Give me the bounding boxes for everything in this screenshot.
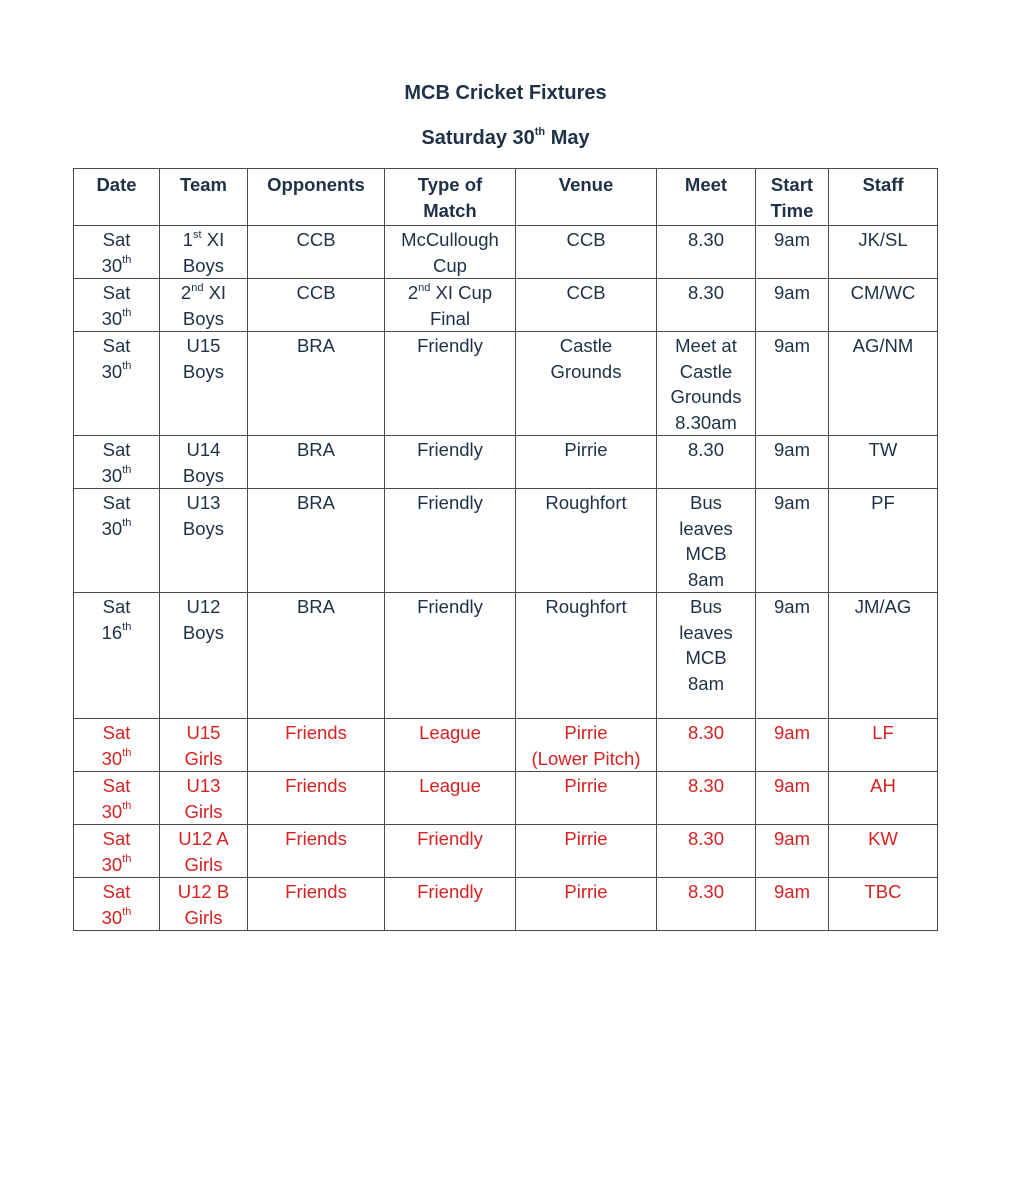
cell-date bbox=[74, 332, 160, 436]
team-name: U12 bbox=[186, 596, 221, 617]
cell-start-time bbox=[756, 719, 829, 772]
date-number: 30 bbox=[101, 360, 123, 382]
cell-staff bbox=[829, 279, 938, 332]
date-ordinal: th bbox=[122, 800, 132, 813]
cell-team bbox=[160, 593, 248, 719]
cell-meet bbox=[657, 825, 756, 878]
date-day: Sat bbox=[102, 282, 131, 303]
staff-text: PF bbox=[871, 492, 895, 513]
meet-line: Bus bbox=[690, 492, 722, 513]
header-opponents bbox=[248, 169, 385, 226]
date-number: 30 bbox=[101, 517, 123, 539]
cell-venue bbox=[516, 825, 657, 878]
meet-line: 8.30 bbox=[687, 282, 724, 303]
date-number: 30 bbox=[101, 307, 123, 329]
header-row bbox=[74, 169, 938, 226]
date-number: 30 bbox=[101, 853, 123, 875]
meet-line: 8.30 bbox=[687, 722, 724, 743]
team-group: Boys bbox=[182, 464, 225, 486]
team-group: Girls bbox=[184, 800, 223, 822]
venue-line: CCB bbox=[566, 229, 606, 250]
date-ordinal: th bbox=[122, 307, 132, 320]
date-ordinal: th bbox=[122, 517, 132, 530]
start-time-text: 9am bbox=[774, 282, 810, 303]
header-start-time bbox=[756, 169, 829, 226]
match-type-text: Friendly bbox=[417, 596, 483, 617]
venue-line: Castle bbox=[559, 335, 613, 356]
match-type-text: Friendly bbox=[417, 828, 483, 849]
opponents-text: Friends bbox=[285, 881, 347, 902]
cell-meet bbox=[657, 279, 756, 332]
start-time-text: 9am bbox=[774, 335, 810, 356]
cell-start-time bbox=[756, 878, 829, 931]
fixture-row bbox=[74, 279, 938, 332]
opponents-text: Friends bbox=[285, 828, 347, 849]
cell-meet bbox=[657, 436, 756, 489]
start-time-text: 9am bbox=[774, 722, 810, 743]
venue-line: Pirrie bbox=[564, 439, 608, 460]
cell-start-time bbox=[756, 332, 829, 436]
date-number: 30 bbox=[101, 906, 123, 928]
team-group: Boys bbox=[182, 254, 225, 276]
cell-staff bbox=[829, 489, 938, 593]
cell-venue bbox=[516, 279, 657, 332]
cell-opponents bbox=[248, 593, 385, 719]
cell-venue bbox=[516, 226, 657, 279]
cell-venue bbox=[516, 878, 657, 931]
cell-start-time bbox=[756, 436, 829, 489]
date-ordinal: th bbox=[122, 747, 132, 760]
cell-staff bbox=[829, 878, 938, 931]
header-meet-label: Meet bbox=[684, 174, 728, 195]
cell-staff bbox=[829, 719, 938, 772]
opponents-text: BRA bbox=[296, 335, 336, 356]
team-group: Boys bbox=[182, 621, 225, 643]
cell-meet bbox=[657, 878, 756, 931]
opponents-text: CCB bbox=[296, 229, 336, 250]
document-subtitle bbox=[0, 127, 1011, 150]
fixtures-table bbox=[73, 168, 938, 931]
cell-opponents bbox=[248, 825, 385, 878]
cell-start-time bbox=[756, 593, 829, 719]
cell-team bbox=[160, 772, 248, 825]
meet-line: 8.30 bbox=[687, 229, 724, 250]
team-group: Girls bbox=[184, 906, 223, 928]
cell-match-type bbox=[385, 878, 516, 931]
match-type-text: Friendly bbox=[417, 492, 483, 513]
match-type-text: 2 bbox=[407, 282, 419, 303]
match-type-text: Friendly bbox=[417, 881, 483, 902]
cell-meet bbox=[657, 489, 756, 593]
date-ordinal: th bbox=[122, 254, 132, 267]
subtitle-prefix: Saturday 30 bbox=[421, 127, 535, 149]
cell-venue bbox=[516, 772, 657, 825]
meet-line: MCB bbox=[685, 543, 727, 564]
meet-line: MCB bbox=[685, 647, 727, 668]
fixture-row bbox=[74, 332, 938, 436]
cell-team bbox=[160, 719, 248, 772]
match-type-ordinal: nd bbox=[418, 281, 431, 294]
start-time-text: 9am bbox=[774, 828, 810, 849]
meet-line: Grounds bbox=[670, 386, 742, 407]
date-number: 30 bbox=[101, 800, 123, 822]
staff-text: LF bbox=[872, 722, 894, 743]
cell-venue bbox=[516, 719, 657, 772]
cell-opponents bbox=[248, 279, 385, 332]
cell-staff bbox=[829, 825, 938, 878]
team-group: Girls bbox=[184, 747, 223, 769]
meet-line: Bus bbox=[690, 596, 722, 617]
meet-line: 8am bbox=[688, 672, 724, 694]
opponents-text: BRA bbox=[296, 596, 336, 617]
cell-meet bbox=[657, 719, 756, 772]
start-time-text: 9am bbox=[774, 775, 810, 796]
team-ordinal: st bbox=[193, 228, 202, 241]
header-type-label-line1: Type of bbox=[417, 174, 483, 195]
start-time-text: 9am bbox=[774, 881, 810, 902]
cell-team bbox=[160, 878, 248, 931]
cell-match-type bbox=[385, 226, 516, 279]
cell-opponents bbox=[248, 226, 385, 279]
venue-line: (Lower Pitch) bbox=[531, 747, 641, 769]
cell-team bbox=[160, 489, 248, 593]
team-ordinal: nd bbox=[191, 281, 204, 294]
cell-meet bbox=[657, 593, 756, 719]
cell-match-type bbox=[385, 719, 516, 772]
cell-match-type bbox=[385, 436, 516, 489]
cell-staff bbox=[829, 332, 938, 436]
start-time-text: 9am bbox=[774, 596, 810, 617]
cell-team bbox=[160, 226, 248, 279]
match-type-text: League bbox=[419, 775, 481, 796]
cell-opponents bbox=[248, 436, 385, 489]
cell-team bbox=[160, 332, 248, 436]
team-name: 2 bbox=[180, 282, 192, 303]
cell-start-time bbox=[756, 226, 829, 279]
cell-opponents bbox=[248, 332, 385, 436]
date-day: Sat bbox=[102, 596, 131, 617]
cell-team bbox=[160, 825, 248, 878]
date-day: Sat bbox=[102, 775, 131, 796]
team-group: Girls bbox=[184, 853, 223, 875]
header-type-label-line2: Match bbox=[423, 199, 477, 221]
meet-line: 8.30 bbox=[687, 439, 724, 460]
date-ordinal: th bbox=[122, 464, 132, 477]
meet-line: 8.30am bbox=[675, 411, 737, 433]
team-name: U13 bbox=[186, 492, 221, 513]
cell-team bbox=[160, 279, 248, 332]
opponents-text: BRA bbox=[296, 439, 336, 460]
cell-venue bbox=[516, 332, 657, 436]
cell-opponents bbox=[248, 719, 385, 772]
team-name: 1 bbox=[182, 229, 194, 250]
header-team bbox=[160, 169, 248, 226]
cell-date bbox=[74, 772, 160, 825]
date-ordinal: th bbox=[122, 906, 132, 919]
cell-match-type bbox=[385, 825, 516, 878]
staff-text: CM/WC bbox=[850, 282, 916, 303]
cell-staff bbox=[829, 436, 938, 489]
cell-date bbox=[74, 593, 160, 719]
opponents-text: Friends bbox=[285, 722, 347, 743]
staff-text: KW bbox=[868, 828, 898, 849]
date-day: Sat bbox=[102, 492, 131, 513]
team-name: U15 bbox=[186, 335, 221, 356]
header-start-label-line1: Start bbox=[770, 174, 814, 195]
cell-date bbox=[74, 489, 160, 593]
cell-date bbox=[74, 226, 160, 279]
cell-team bbox=[160, 436, 248, 489]
venue-line: Roughfort bbox=[545, 596, 627, 617]
team-group: Boys bbox=[182, 307, 225, 329]
cell-meet bbox=[657, 226, 756, 279]
cell-opponents bbox=[248, 489, 385, 593]
team-name: U14 bbox=[186, 439, 221, 460]
staff-text: TBC bbox=[864, 881, 902, 902]
match-type-suffix: XI Cup bbox=[430, 282, 493, 303]
header-date bbox=[74, 169, 160, 226]
cell-start-time bbox=[756, 489, 829, 593]
cell-venue bbox=[516, 489, 657, 593]
date-ordinal: th bbox=[122, 853, 132, 866]
match-type-line2: Final bbox=[429, 307, 471, 329]
header-team-label: Team bbox=[180, 174, 227, 195]
cell-start-time bbox=[756, 279, 829, 332]
venue-line: CCB bbox=[566, 282, 606, 303]
cell-venue bbox=[516, 436, 657, 489]
cell-date bbox=[74, 436, 160, 489]
venue-line: Pirrie bbox=[564, 775, 608, 796]
date-day: Sat bbox=[102, 828, 131, 849]
fixtures-body bbox=[74, 226, 938, 931]
cell-meet bbox=[657, 772, 756, 825]
document-title: MCB Cricket Fixtures bbox=[404, 82, 607, 104]
match-type-text: Friendly bbox=[417, 335, 483, 356]
date-ordinal: th bbox=[122, 360, 132, 373]
meet-line: Castle bbox=[679, 360, 733, 382]
venue-line: Pirrie bbox=[564, 722, 608, 743]
staff-text: AH bbox=[870, 775, 896, 796]
subtitle-suffix: May bbox=[545, 127, 590, 149]
date-day: Sat bbox=[102, 229, 131, 250]
team-suffix: XI bbox=[201, 229, 225, 250]
cell-date bbox=[74, 279, 160, 332]
match-type-line2: Cup bbox=[433, 254, 467, 276]
meet-line: 8.30 bbox=[687, 881, 724, 902]
fixture-row bbox=[74, 226, 938, 279]
fixture-row bbox=[74, 593, 938, 719]
start-time-text: 9am bbox=[774, 492, 810, 513]
cell-date bbox=[74, 825, 160, 878]
team-name: U12 B bbox=[177, 881, 230, 902]
date-day: Sat bbox=[102, 722, 131, 743]
fixture-row bbox=[74, 825, 938, 878]
team-suffix: XI bbox=[203, 282, 227, 303]
venue-line: Pirrie bbox=[564, 881, 608, 902]
cell-match-type bbox=[385, 772, 516, 825]
subtitle-ordinal: th bbox=[534, 126, 546, 139]
team-name: U15 bbox=[186, 722, 221, 743]
cell-staff bbox=[829, 772, 938, 825]
cell-match-type bbox=[385, 489, 516, 593]
cell-match-type bbox=[385, 593, 516, 719]
team-name: U12 A bbox=[178, 828, 229, 849]
staff-text: JK/SL bbox=[858, 229, 908, 250]
cell-meet bbox=[657, 332, 756, 436]
date-ordinal: th bbox=[122, 621, 132, 634]
team-group: Boys bbox=[182, 360, 225, 382]
match-type-text: League bbox=[419, 722, 481, 743]
date-number: 30 bbox=[101, 464, 123, 486]
staff-text: JM/AG bbox=[854, 596, 912, 617]
opponents-text: BRA bbox=[296, 492, 336, 513]
meet-line: 8.30 bbox=[687, 775, 724, 796]
header-venue-label: Venue bbox=[558, 174, 614, 195]
date-day: Sat bbox=[102, 881, 131, 902]
venue-line: Pirrie bbox=[564, 828, 608, 849]
fixture-row bbox=[74, 489, 938, 593]
fixture-row bbox=[74, 436, 938, 489]
cell-match-type bbox=[385, 279, 516, 332]
opponents-text: CCB bbox=[296, 282, 336, 303]
header-meet bbox=[657, 169, 756, 226]
team-name: U13 bbox=[186, 775, 221, 796]
staff-text: AG/NM bbox=[852, 335, 914, 356]
cell-staff bbox=[829, 593, 938, 719]
date-number: 30 bbox=[101, 747, 123, 769]
start-time-text: 9am bbox=[774, 229, 810, 250]
meet-line: 8.30 bbox=[687, 828, 724, 849]
header-date-label: Date bbox=[96, 174, 137, 195]
fixture-row bbox=[74, 878, 938, 931]
fixture-row bbox=[74, 772, 938, 825]
venue-line: Grounds bbox=[550, 360, 622, 382]
team-group: Boys bbox=[182, 517, 225, 539]
staff-text: TW bbox=[868, 439, 898, 460]
fixture-row bbox=[74, 719, 938, 772]
cell-staff bbox=[829, 226, 938, 279]
header-type-of-match bbox=[385, 169, 516, 226]
header-opponents-label: Opponents bbox=[267, 174, 365, 195]
opponents-text: Friends bbox=[285, 775, 347, 796]
cell-date bbox=[74, 719, 160, 772]
cell-opponents bbox=[248, 878, 385, 931]
meet-line: leaves bbox=[679, 621, 733, 643]
venue-line: Roughfort bbox=[545, 492, 627, 513]
meet-line: Meet at bbox=[675, 335, 737, 356]
header-staff-label: Staff bbox=[862, 174, 904, 195]
header-staff bbox=[829, 169, 938, 226]
cell-opponents bbox=[248, 772, 385, 825]
meet-line: leaves bbox=[679, 517, 733, 539]
date-number: 16 bbox=[101, 621, 123, 643]
start-time-text: 9am bbox=[774, 439, 810, 460]
match-type-text: Friendly bbox=[417, 439, 483, 460]
match-type-text: McCullough bbox=[401, 229, 499, 250]
cell-venue bbox=[516, 593, 657, 719]
date-day: Sat bbox=[102, 335, 131, 356]
cell-start-time bbox=[756, 772, 829, 825]
date-day: Sat bbox=[102, 439, 131, 460]
cell-date bbox=[74, 878, 160, 931]
date-number: 30 bbox=[101, 254, 123, 276]
meet-line: 8am bbox=[688, 568, 724, 590]
header-start-label-line2: Time bbox=[770, 199, 814, 221]
header-venue bbox=[516, 169, 657, 226]
cell-match-type bbox=[385, 332, 516, 436]
cell-start-time bbox=[756, 825, 829, 878]
